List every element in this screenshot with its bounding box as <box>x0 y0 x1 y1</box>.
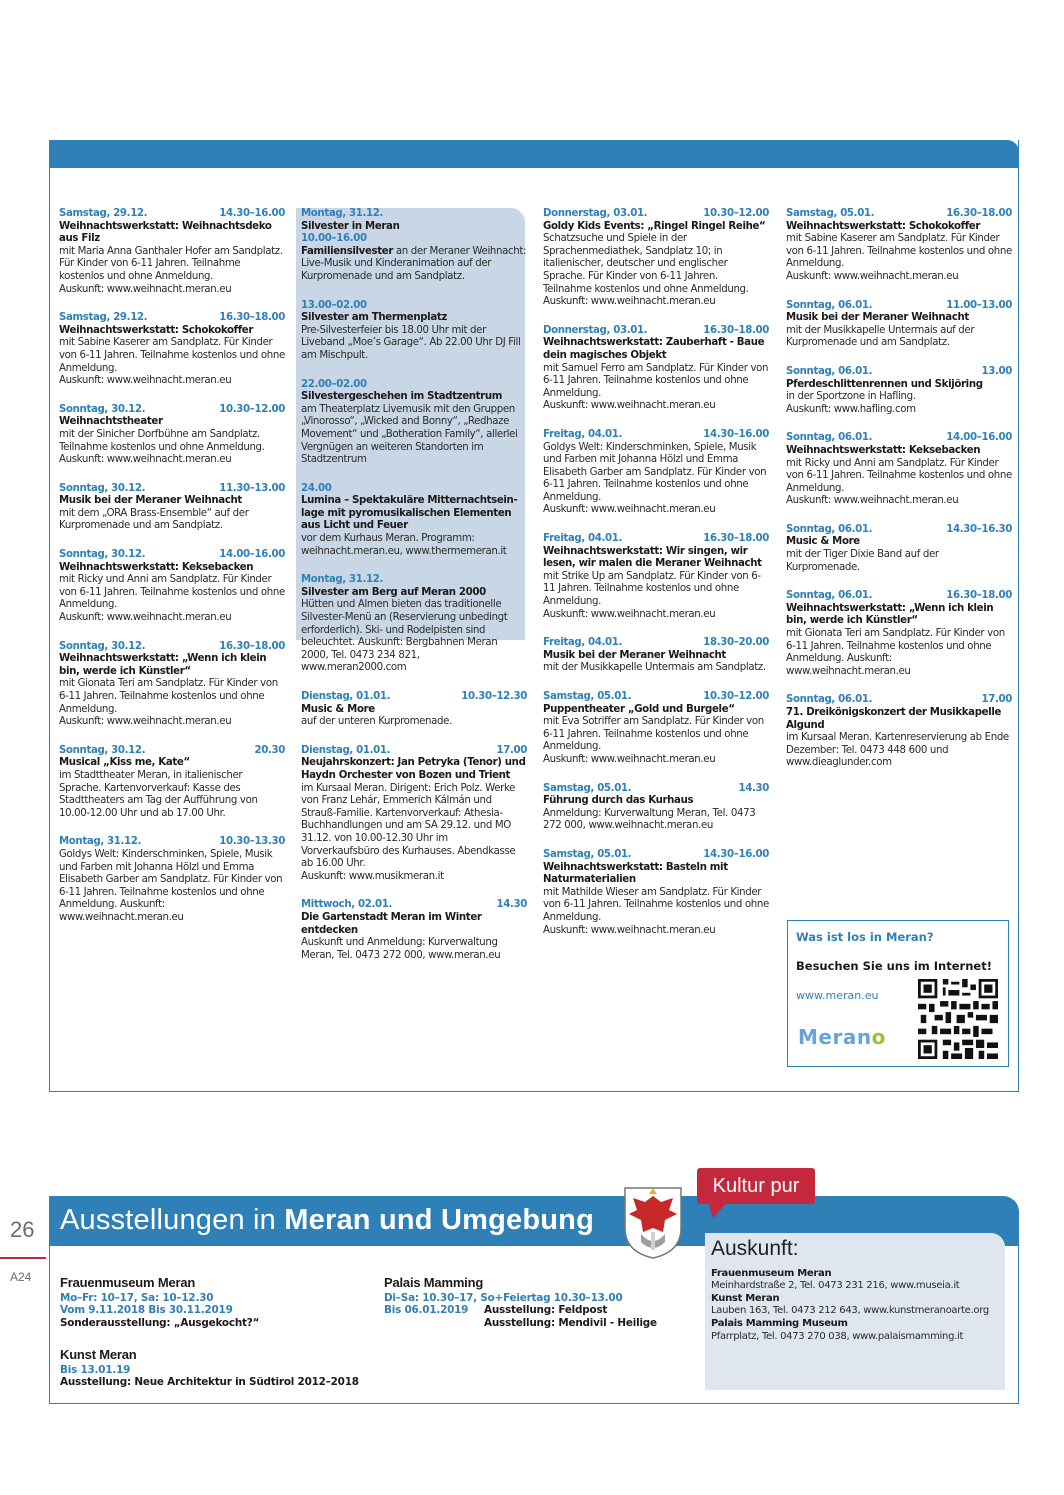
event-date-time <box>59 483 285 496</box>
ausstellungen-title: Ausstellungen in Meran und Umgebung <box>60 1204 594 1236</box>
event-item <box>301 745 527 884</box>
event-description: mit der Musikkapelle Untermais auf der Kurpromenade und am Sandplatz. <box>786 324 975 349</box>
event-title: Weihnachtswerkstatt: Keksebacken <box>59 561 254 573</box>
event-date-time <box>59 836 285 849</box>
silvester-block <box>301 300 527 363</box>
event-time: 16.30–18.00 <box>703 324 769 336</box>
museum-exhibition: Ausstellung: Feldpost <box>484 1304 608 1317</box>
event-item <box>543 325 769 413</box>
event-time: 14.30–16.00 <box>219 208 285 219</box>
museum-until: Bis 06.01.2019 <box>384 1304 469 1317</box>
event-time: 10.00–16.00 <box>301 233 367 245</box>
event-date: Sonntag, 06.01. <box>786 365 873 377</box>
event-description: im Kursaal Meran. Dirigent: Erich Polz. Werke von Franz Lehár, Emmerich Kálmán und Strauß-Familie. Kartenvorverkauf: Athesia-Buchhandlungen und am SA 29.12. und MO 31.12. von 10.00-12.30 Uhr im Vorverkaufsbüro des Kurhauses. Abendkasse ab 16.00 Uhr. <box>301 782 516 870</box>
events-column-1 <box>59 208 285 941</box>
auskunft-heading: Auskunft: <box>711 1237 799 1260</box>
event-item <box>543 691 769 767</box>
auskunft-name: Kunst Meran <box>711 1292 780 1304</box>
event-description <box>301 495 527 558</box>
event-description: mit der Tiger Dixie Band auf der Kurpromenade. <box>786 549 939 573</box>
event-description: mit Ricky und Anni am Sandplatz. Für Kinder von 6-11 Jahren. Teilnahme kostenlos und ohne Anmeldung. <box>786 457 1012 494</box>
kunst-meran-entry <box>60 1349 359 1389</box>
event-date: Sonntag, 30.12. <box>59 482 146 494</box>
event-item <box>59 208 285 296</box>
event-date-time <box>543 325 769 338</box>
event-title: Musical „Kiss me, Kate“ <box>59 757 190 769</box>
museum-until: Bis 13.01.19 <box>60 1363 131 1376</box>
event-title: Silvestergeschehen im Stadtzentrum <box>301 391 503 403</box>
event-description: im Kursaal Meran. Kartenreservierung ab Ende Dezember: Tel. 0473 448 600 und www.dieaglunder.com <box>786 732 1009 769</box>
event-date-time <box>59 312 285 325</box>
event-date: Freitag, 04.01. <box>543 533 623 545</box>
event-description: mit Strike Up am Sandplatz. Für Kinder von 6-11 Jahren. Teilnahme kostenlos und ohne Anmeldung. <box>543 570 761 608</box>
events-column-3 <box>543 208 769 953</box>
event-time: 13.00 <box>981 365 1012 377</box>
event-item <box>59 312 285 388</box>
event-title: Führung durch das Kurhaus <box>543 795 694 807</box>
event-time: 20.30 <box>254 744 285 756</box>
event-title: Pferdeschlittenrennen und Skijöring <box>786 378 983 390</box>
event-time: 24.00 <box>301 482 332 494</box>
event-date-time <box>786 432 1012 445</box>
museum-hours: Di–Sa: 10.30–17, So+Feiertag 10.30–13.00 <box>384 1291 623 1304</box>
event-date: Dienstag, 01.01. <box>301 691 391 702</box>
event-item <box>786 524 1012 574</box>
page-number: 26 <box>10 1217 35 1242</box>
event-date-time <box>59 745 285 758</box>
event-info: Auskunft: www.weihnacht.meran.eu <box>59 716 232 728</box>
page-code: A24 <box>10 1270 32 1284</box>
event-item <box>59 836 285 924</box>
event-item <box>59 549 285 625</box>
event-time: 10.30–12.30 <box>461 691 527 702</box>
auskunft-detail: Meinhardstraße 2, Tel. 0473 231 216, www.museia.it <box>711 1280 960 1292</box>
event-title: Weihnachtswerkstatt: „Wenn ich klein bin, werde ich Künstler“ <box>59 653 267 677</box>
event-description: Goldys Welt: Kinderschminken, Spiele, Musik und Farben mit Johanna Hölzl und Emma Elisabeth Garber am Sandplatz. Für Kinder von 6-11 Jahren. Teilnahme kostenlos und ohne Anmeldung. Auskunft: www.weihnacht.meran.eu <box>59 848 283 923</box>
event-description: mit Sabine Kaserer am Sandplatz. Für Kinder von 6-11 Jahren. Teilnahme kostenlos und ohne Anmeldung. <box>59 337 285 374</box>
event-date-time <box>786 366 1012 379</box>
info-url-link[interactable]: www.meran.eu <box>796 989 879 1002</box>
event-title: Weihnachtswerkstatt: Weihnachtsdeko aus Filz <box>59 220 272 245</box>
events-column-2 <box>301 208 527 978</box>
event-title: Goldy Kids Events: „Ringel Ringel Reihe“ <box>543 220 766 232</box>
event-date-time <box>786 208 1012 221</box>
event-date: Montag, 31.12. <box>301 574 384 586</box>
event-date: Samstag, 29.12. <box>59 208 148 219</box>
event-time: 17.00 <box>496 744 527 756</box>
event-time: 16.30–18.00 <box>219 312 285 324</box>
event-item <box>59 404 285 467</box>
event-description: mit dem „ORA Brass-Ensemble“ auf der Kurpromenade und am Sandplatz. <box>59 507 249 532</box>
event-info: Auskunft: www.weihnacht.meran.eu <box>543 924 716 936</box>
event-time: 18.30–20.00 <box>703 637 769 649</box>
event-item <box>786 432 1012 508</box>
event-description: Auskunft und Anmeldung: Kurverwaltung Meran, Tel. 0473 272 000, www.meran.eu <box>301 937 501 961</box>
event-date: Mittwoch, 02.01. <box>301 899 392 911</box>
event-date-time <box>301 745 527 758</box>
event-item <box>301 691 527 729</box>
event-description <box>301 312 527 362</box>
merano-logo: Merano <box>798 1025 886 1049</box>
kultur-pur-badge-tail <box>708 1202 727 1218</box>
event-info: Auskunft: www.hafling.com <box>786 403 916 415</box>
tyrol-eagle-crest-icon <box>621 1184 685 1260</box>
silvester-block <box>301 379 527 467</box>
event-date-time <box>786 694 1012 707</box>
event-title: Die Gartenstadt Meran im Winter entdecken <box>301 911 482 936</box>
frauenmuseum-entry <box>60 1277 259 1329</box>
event-item <box>786 694 1012 770</box>
event-description: Hütten und Almen bieten das traditionelle Silvester-Menü an (Reservierung unbedingt erforderlich). Ski- und Rodelpisten sind beleuchtet. Auskunft: Bergbahnen Meran 2000, Tel. 0473 234 821, www.meran2000.com <box>301 599 508 674</box>
event-item <box>543 637 769 675</box>
event-date: Freitag, 04.01. <box>543 428 623 440</box>
event-title: Weihnachtswerkstatt: Zauberhaft - Baue dein magisches Objekt <box>543 337 765 361</box>
event-info: Auskunft: www.weihnacht.meran.eu <box>543 504 716 516</box>
event-date-time <box>301 899 527 912</box>
event-date-time <box>543 691 769 704</box>
event-time: 17.00 <box>981 694 1012 706</box>
auskunft-name: Palais Mamming Museum <box>711 1317 848 1329</box>
palais-mamming-entry <box>384 1277 657 1329</box>
event-date-time <box>543 533 769 546</box>
event-item <box>301 899 527 962</box>
event-time: 22.00–02.00 <box>301 378 367 390</box>
event-date: Donnerstag, 03.01. <box>543 324 648 336</box>
event-date: Sonntag, 30.12. <box>59 549 146 561</box>
event-title: Silvester am Berg auf Meran 2000 <box>301 586 486 598</box>
event-description: im Stadttheater Meran, in italienischer Sprache. Kartenvorverkauf: Kasse des Stadttheaters am Tag der Aufführung von 10.00-12.00 Uhr und ab 17.00 Uhr. <box>59 769 258 819</box>
event-title: Lumina – Spektakuläre Mitternachtseinlage mit pyromusikalischen Elementen aus Licht und Feuer <box>301 495 518 532</box>
info-visit-text: Besuchen Sie uns im Internet! <box>796 959 992 973</box>
event-description: mit Gionata Teri am Sandplatz. Für Kinder von 6-11 Jahren. Teilnahme kostenlos und ohne Anmeldung. Auskunft: www.weihnacht.meran.eu <box>786 628 1005 677</box>
event-date: Samstag, 29.12. <box>59 312 148 324</box>
event-date: Sonntag, 06.01. <box>786 694 873 706</box>
auskunft-name: Frauenmuseum Meran <box>711 1267 832 1279</box>
event-description: mit Eva Sotriffer am Sandplatz. Für Kinder von 6-11 Jahren. Teilnahme kostenlos und ohne Anmeldung. <box>543 716 764 753</box>
meran-info-box <box>787 920 1009 1067</box>
silvester-block <box>301 483 527 559</box>
event-description: mit Mathilde Wieser am Sandplatz. Für Kinder von 6-11 Jahren. Teilnahme kostenlos und ohne Anmeldung. <box>543 886 769 923</box>
event-time: 14.00–16.00 <box>219 549 285 561</box>
event-item <box>786 208 1012 284</box>
auskunft-detail: Lauben 163, Tel. 0473 212 643, www.kunstmeranoarte.org <box>711 1305 989 1317</box>
event-date-time <box>786 524 1012 537</box>
event-item <box>543 208 769 309</box>
event-title: Music & More <box>786 536 860 548</box>
event-title: Weihnachtstheater <box>59 416 163 428</box>
event-text: Pre-Silvesterfeier bis 18.00 Uhr mit der Liveband „Moe’s Garage“. Ab 22.00 Uhr DJ Fill am Mischpult. <box>301 324 521 361</box>
event-date: Donnerstag, 03.01. <box>543 208 648 219</box>
event-time: 16.30–18.00 <box>946 208 1012 219</box>
event-info: Auskunft: www.weihnacht.meran.eu <box>59 454 232 466</box>
event-date: Sonntag, 30.12. <box>59 640 146 652</box>
event-description: mit Maria Anna Ganthaler Hofer am Sandplatz. Für Kinder von 6-11 Jahren. Teilnahme kostenlos und ohne Anmeldung. <box>59 245 283 282</box>
event-time: 16.30–18.00 <box>703 533 769 545</box>
event-info: Auskunft: www.weihnacht.meran.eu <box>59 612 232 624</box>
event-description: mit der Musikkapelle Untermais am Sandplatz. <box>543 662 766 674</box>
museum-exhibition: Ausstellung: Neue Architektur in Südtirol 2012–2018 <box>60 1376 359 1389</box>
event-title: Weihnachtswerkstatt: „Wenn ich klein bin, werde ich Künstler“ <box>786 602 994 627</box>
event-info: Auskunft: www.weihnacht.meran.eu <box>59 283 232 295</box>
event-text: vor dem Kurhaus Meran. Programm: weihnacht.meran.eu, www.thermemeran.it <box>301 533 507 557</box>
event-time: 14.30–16.30 <box>946 523 1012 535</box>
auskunft-box <box>705 1233 1005 1390</box>
event-date: Samstag, 05.01. <box>543 782 632 794</box>
event-description: auf der unteren Kurpromenade. <box>301 716 452 728</box>
event-description: in der Sportzone in Hafling. <box>786 391 916 403</box>
event-date: Montag, 31.12. <box>59 836 142 848</box>
events-header-bar <box>49 140 1019 168</box>
event-item <box>786 300 1012 350</box>
event-time: 14.30 <box>738 782 769 794</box>
event-description: mit Ricky und Anni am Sandplatz. Für Kinder von 6-11 Jahren. Teilnahme kostenlos und ohne Anmeldung. <box>59 574 285 611</box>
event-date-time <box>786 300 1012 313</box>
kultur-pur-badge: Kultur pur <box>697 1168 815 1204</box>
event-date: Sonntag, 06.01. <box>786 432 873 444</box>
event-title: Weihnachtswerkstatt: Keksebacken <box>786 444 981 456</box>
event-info: Auskunft: www.weihnacht.meran.eu <box>543 296 716 308</box>
event-description: Goldys Welt: Kinderschminken, Spiele, Musik und Farben mit Johanna Hölzl und Emma Elisabeth Garber am Sandplatz. Für Kinder von 6-11 Jahren. Teilnahme kostenlos und ohne Anmeldung. <box>543 441 767 503</box>
event-time: 14.30 <box>496 899 527 911</box>
event-date-time <box>301 574 527 587</box>
event-date-time <box>301 691 527 704</box>
event-date: Sonntag, 06.01. <box>786 523 873 535</box>
event-description <box>301 391 527 467</box>
event-time: 16.30–18.00 <box>219 640 285 652</box>
event-item <box>301 574 527 675</box>
event-date-time <box>786 590 1012 603</box>
qr-code-icon[interactable] <box>918 979 998 1059</box>
event-time: 14.30–16.00 <box>703 848 769 860</box>
event-description: mit Gionata Teri am Sandplatz. Für Kinder von 6-11 Jahren. Teilnahme kostenlos und ohne Anmeldung. <box>59 678 278 715</box>
event-date: Sonntag, 30.12. <box>59 403 146 415</box>
page-number-rule <box>0 1257 46 1259</box>
event-item <box>59 745 285 821</box>
event-description <box>301 246 527 284</box>
event-title: Silvester am Thermenplatz <box>301 312 447 324</box>
event-date-time <box>543 637 769 650</box>
event-time: 16.30–18.00 <box>946 590 1012 602</box>
event-date-time <box>543 849 769 862</box>
event-date-time <box>543 429 769 442</box>
event-info: Auskunft: www.weihnacht.meran.eu <box>59 375 232 387</box>
event-date-time <box>543 208 769 221</box>
event-time: 10.30–12.00 <box>219 403 285 415</box>
event-date-time <box>543 783 769 796</box>
event-description: mit Sabine Kaserer am Sandplatz. Für Kinder von 6-11 Jahren. Teilnahme kostenlos und ohne Anmeldung. <box>786 233 1012 270</box>
event-time: 14.00–16.00 <box>946 432 1012 444</box>
event-title: Musik bei der Meraner Weihnacht <box>543 649 726 661</box>
event-date: Montag, 31.12. <box>301 208 384 219</box>
event-date: Dienstag, 01.01. <box>301 744 391 756</box>
event-date: Sonntag, 30.12. <box>59 744 146 756</box>
event-date-time <box>59 404 285 417</box>
event-item <box>543 783 769 833</box>
museum-name: Palais Mamming <box>384 1275 484 1290</box>
event-time: 10.30–13.30 <box>219 836 285 848</box>
event-item <box>786 590 1012 678</box>
silvester-block <box>301 233 527 283</box>
event-info: Auskunft: www.musikmeran.it <box>301 870 444 882</box>
event-title: Neujahrskonzert: Jan Petryka (Tenor) und Haydn Orchester von Bozen und Trient <box>301 757 526 781</box>
event-date-time <box>59 641 285 654</box>
museum-hours: Mo–Fr: 10–17, Sa: 10–12.30 <box>60 1291 214 1304</box>
event-title: Puppentheater „Gold und Burgele“ <box>543 703 735 715</box>
events-column-4 <box>786 208 1012 786</box>
event-date: Samstag, 05.01. <box>543 691 632 702</box>
museum-period: Vom 9.11.2018 Bis 30.11.2019 <box>60 1304 233 1317</box>
info-question: Was ist los in Meran? <box>796 930 934 944</box>
event-title: Musik bei der Meraner Weihnacht <box>59 495 242 507</box>
event-time: 14.30–16.00 <box>703 428 769 440</box>
auskunft-detail: Pfarrplatz, Tel. 0473 270 038, www.palaismamming.it <box>711 1330 964 1342</box>
event-title: 71. Dreikönigskonzert der Musikkapelle Algund <box>786 707 1002 731</box>
event-info: Auskunft: www.weihnacht.meran.eu <box>786 495 959 507</box>
event-info: Auskunft: www.weihnacht.meran.eu <box>543 608 716 620</box>
event-date: Sonntag, 06.01. <box>786 299 873 311</box>
event-time: 13.00–02.00 <box>301 299 367 311</box>
event-info: Auskunft: www.weihnacht.meran.eu <box>543 753 716 765</box>
event-item <box>59 483 285 533</box>
event-description: mit Samuel Ferro am Sandplatz. Für Kinder von 6-11 Jahren. Teilnahme kostenlos und ohne Anmeldung. <box>543 362 769 399</box>
event-date: Sonntag, 06.01. <box>786 590 873 602</box>
event-title: Weihnachtswerkstatt: Schokokoffer <box>786 220 981 232</box>
event-item <box>59 641 285 729</box>
event-item <box>543 849 769 937</box>
event-date: Freitag, 04.01. <box>543 637 623 649</box>
event-time: 10.30–12.00 <box>703 691 769 702</box>
event-title: Familiensilvester <box>301 245 394 257</box>
event-title: Weihnachtswerkstatt: Wir singen, wir lesen, wir malen die Meraner Weihnacht <box>543 545 762 570</box>
silvester-highlight <box>301 208 527 558</box>
event-text: am Theaterplatz Livemusik mit den Gruppen „Vinorosso“, „Wicked and Bonny“, „Redhaze Movement“ und „Botheration Family“, allerlei Vergnügen an weiteren Standorten im Stadtzentrum <box>301 403 518 466</box>
event-title: Weihnachtswerkstatt: Basteln mit Naturmaterialien <box>543 861 728 886</box>
event-time: 10.30–12.00 <box>703 208 769 219</box>
event-date-time <box>59 549 285 562</box>
event-date: Samstag, 05.01. <box>786 208 875 219</box>
event-text: an der Meraner Weihnacht: Live-Musik und Kinderanimation auf der Kurpromenade und am Sandplatz. <box>301 245 527 282</box>
event-item <box>543 429 769 517</box>
museum-exhibition: Sonderausstellung: „Ausgekocht?“ <box>60 1316 260 1329</box>
museum-name: Frauenmuseum Meran <box>60 1275 196 1290</box>
event-time: 11.00–13.00 <box>946 299 1012 311</box>
event-title: Music & More <box>301 703 375 715</box>
event-item <box>786 366 1012 416</box>
event-info: Auskunft: www.weihnacht.meran.eu <box>786 270 959 282</box>
event-item <box>543 533 769 621</box>
event-title: Silvester in Meran <box>301 220 400 232</box>
event-title: Weihnachtswerkstatt: Schokokoffer <box>59 324 254 336</box>
event-description: mit der Sinicher Dorfbühne am Sandplatz. Teilnahme kostenlos und ohne Anmeldung. <box>59 428 265 453</box>
event-time: 11.30–13.00 <box>219 482 285 494</box>
museum-name: Kunst Meran <box>60 1347 137 1362</box>
event-date: Samstag, 05.01. <box>543 848 632 860</box>
event-info: Auskunft: www.weihnacht.meran.eu <box>543 400 716 412</box>
event-description: Anmeldung: Kurverwaltung Meran, Tel. 0473 272 000, www.weihnacht.meran.eu <box>543 807 756 832</box>
museum-exhibition: Ausstellung: Mendivil - Heilige <box>484 1316 657 1329</box>
event-title: Musik bei der Meraner Weihnacht <box>786 312 969 324</box>
event-description: Schatzsuche und Spiele in der Sprachenmediathek, Sandplatz 10; in italienischer, deutscher und englischer Sprache. Für Kinder von 6-11 Jahren. Teilnahme kostenlos und ohne Anmeldung. <box>543 233 749 295</box>
event-date-time <box>59 208 285 221</box>
